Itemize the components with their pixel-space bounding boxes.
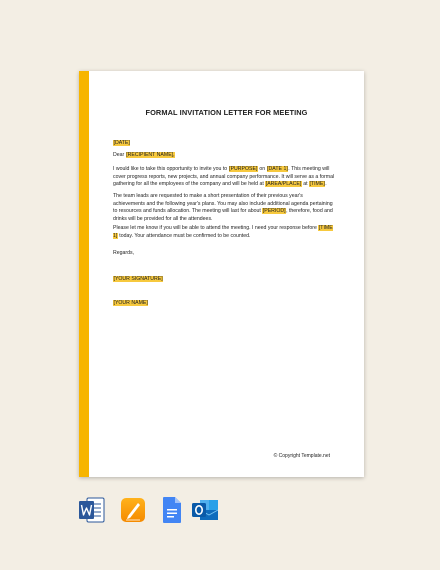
letter-document <box>79 71 364 477</box>
google-docs-icon[interactable] <box>158 496 186 524</box>
p1-text-e: . <box>325 181 327 188</box>
word-icon[interactable] <box>78 496 106 524</box>
p1-text-c: . This meeting will cover progress reports, new projects, and annual company performance. It will serve as a formal gathering for all the employees of the company and will be held at <box>113 166 335 188</box>
date-placeholder: [DATE] <box>113 140 130 146</box>
signature-placeholder: [YOUR SIGNATURE] <box>113 276 163 282</box>
p1-text-b: on <box>259 166 266 172</box>
paragraph-3 <box>113 225 336 240</box>
pages-icon[interactable] <box>119 496 147 524</box>
copyright-text: © Copyright Template.net <box>273 453 330 459</box>
p2-text-b: , therefore, food and drinks will be provided for all the attendees. <box>113 208 333 222</box>
date1-placeholder: [DATE 1] <box>267 166 288 172</box>
p2-text-a: The team leads are requested to make a short presentation of their previous year's achievements and the following year's plans. You may also include additional agenda pertaining to resources and funds allocation. The meeting will last for about <box>113 193 333 215</box>
p1-text-d: at <box>303 181 308 188</box>
outlook-icon[interactable] <box>191 496 219 524</box>
letter-title: FORMAL INVITATION LETTER FOR MEETING <box>145 108 308 117</box>
regards: Regards, <box>113 250 135 256</box>
accent-bar <box>79 71 89 477</box>
area-placeholder: [AREA/PLACE] <box>265 181 302 188</box>
recipient-placeholder: [RECIPIENT NAME], <box>126 152 175 158</box>
name-placeholder: [YOUR NAME] <box>113 300 148 306</box>
p3-text-a: Please let me know if you will be able to attend the meeting. I need your response before <box>113 225 317 231</box>
salutation: Dear <box>113 152 125 158</box>
time1-placeholder: [TIME 1] <box>113 225 333 239</box>
p3-text-b: today. Your attendance must be confirmed to be counted. <box>119 232 251 239</box>
time-placeholder: [TIME] <box>309 181 325 188</box>
paragraph-2 <box>113 193 336 223</box>
purpose-placeholder: [PURPOSE] <box>229 166 258 172</box>
p1-text-a: I would like to take this opportunity to invite you to <box>113 166 228 172</box>
paragraph-1 <box>113 166 336 189</box>
app-icons-row <box>78 496 238 524</box>
period-placeholder: [PERIOD] <box>262 208 286 215</box>
